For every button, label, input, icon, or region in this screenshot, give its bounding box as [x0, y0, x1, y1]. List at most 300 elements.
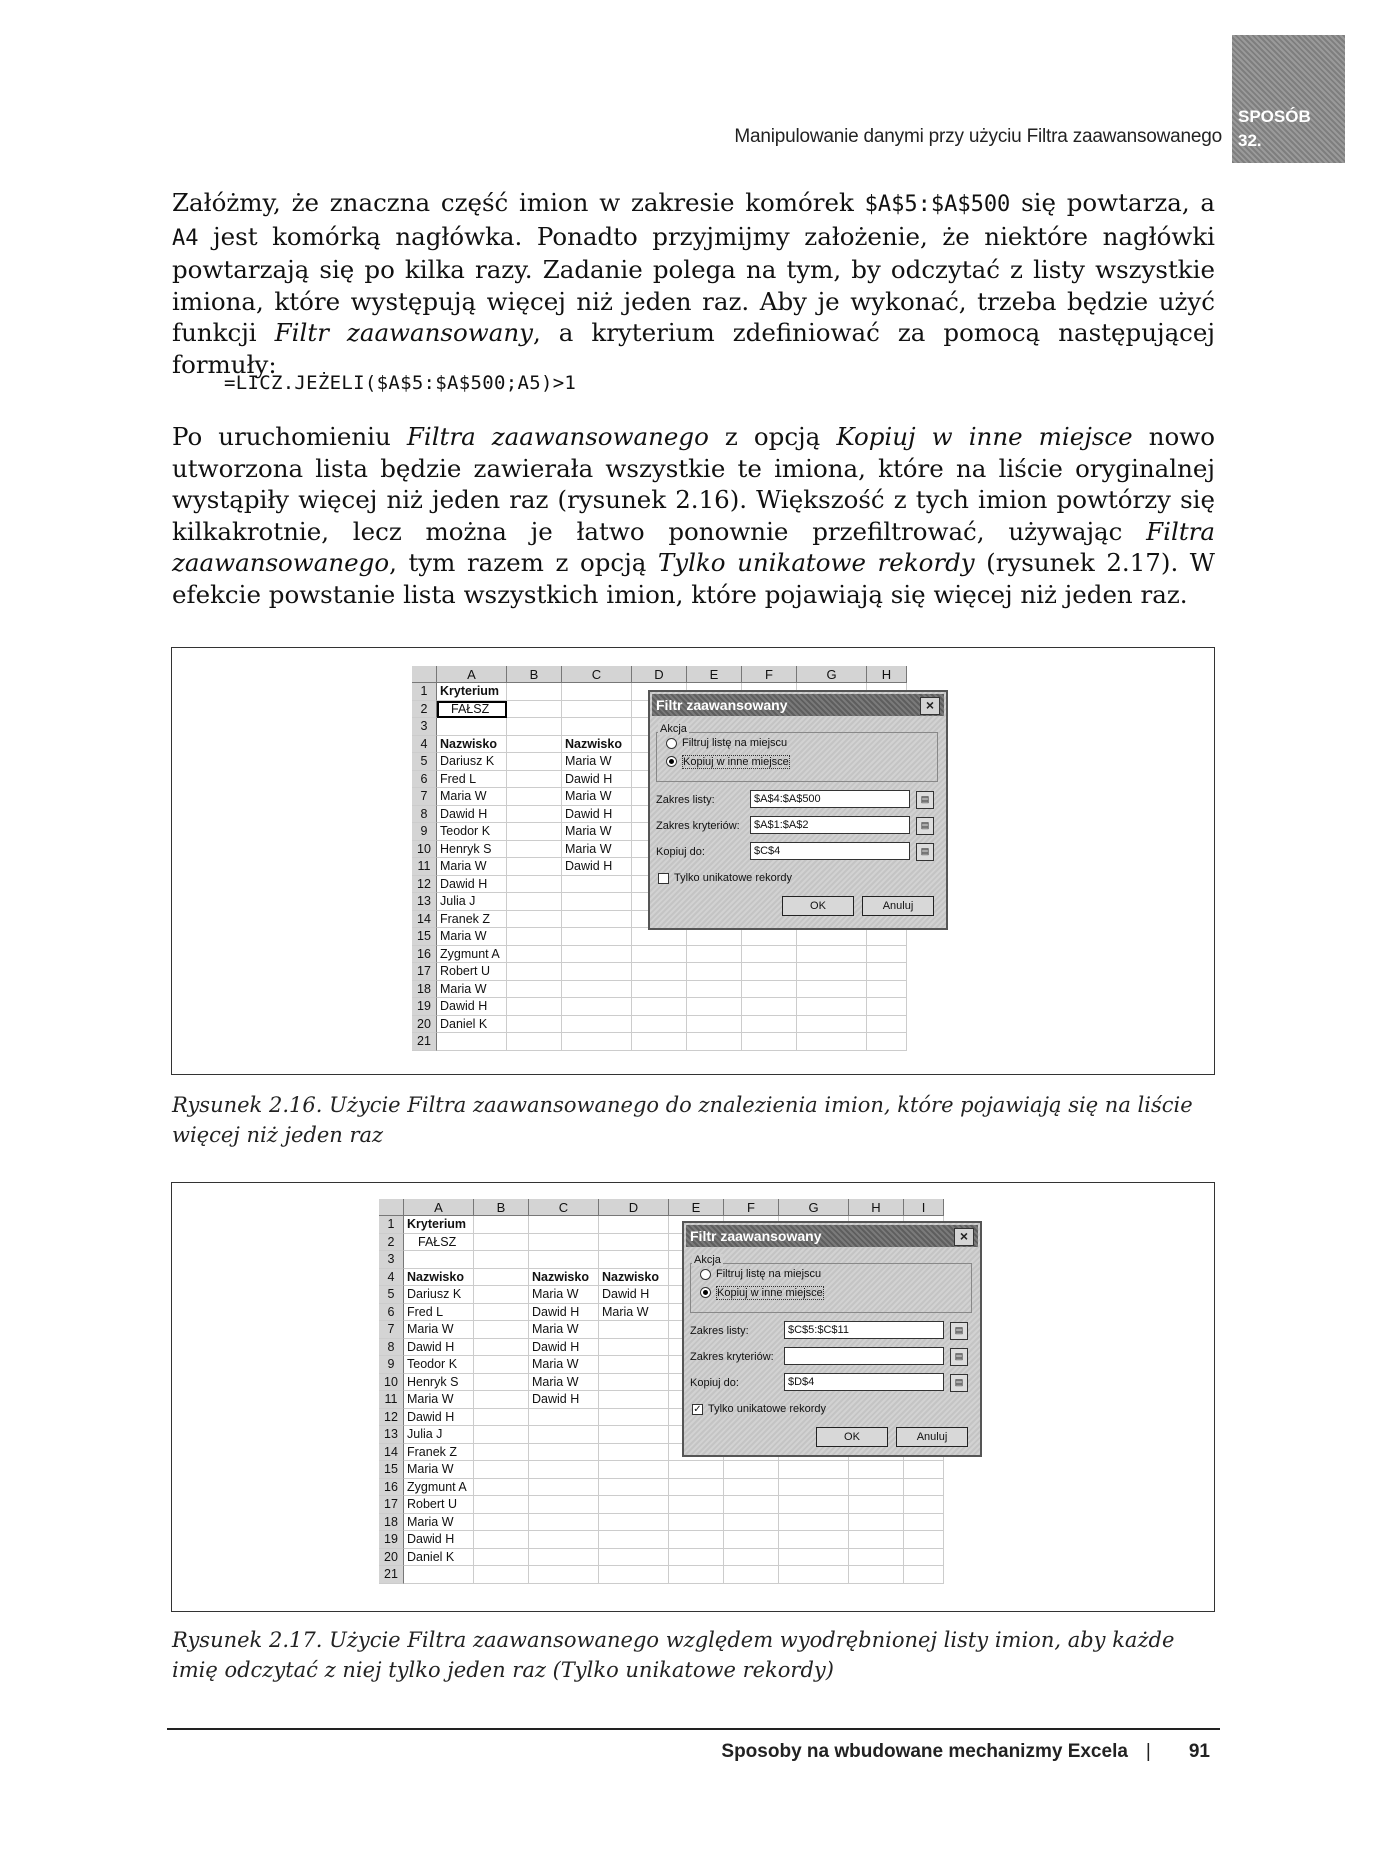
cell[interactable] [507, 876, 562, 894]
row-header[interactable]: 5 [379, 1286, 404, 1304]
column-header[interactable]: A [404, 1199, 474, 1216]
cell[interactable] [599, 1444, 669, 1462]
cell[interactable] [562, 893, 632, 911]
cell[interactable] [724, 1531, 779, 1549]
column-header[interactable]: E [669, 1199, 724, 1216]
row-header[interactable]: 19 [379, 1531, 404, 1549]
cell[interactable]: Dawid H [562, 858, 632, 876]
cell[interactable]: Franek Z [437, 911, 507, 929]
cell[interactable] [507, 841, 562, 859]
cell[interactable] [779, 1479, 849, 1497]
close-button[interactable]: × [920, 697, 940, 715]
cell[interactable] [599, 1251, 669, 1269]
column-header[interactable]: C [562, 666, 632, 683]
cell[interactable] [867, 998, 907, 1016]
cell[interactable]: Robert U [437, 963, 507, 981]
cell[interactable] [507, 1016, 562, 1034]
row-header[interactable]: 8 [379, 1339, 404, 1357]
cell[interactable] [529, 1426, 599, 1444]
cell[interactable] [474, 1514, 529, 1532]
cell[interactable]: Dawid H [404, 1531, 474, 1549]
cell[interactable] [529, 1234, 599, 1252]
cell[interactable] [669, 1496, 724, 1514]
cell[interactable] [507, 788, 562, 806]
row-header[interactable]: 4 [379, 1269, 404, 1287]
column-header[interactable]: G [797, 666, 867, 683]
cell[interactable] [599, 1321, 669, 1339]
row-header[interactable]: 20 [412, 1016, 437, 1034]
row-header[interactable]: 6 [379, 1304, 404, 1322]
row-header[interactable]: 16 [412, 946, 437, 964]
cell[interactable]: Dawid H [437, 998, 507, 1016]
cell[interactable] [599, 1374, 669, 1392]
cell[interactable] [562, 911, 632, 929]
cell[interactable] [797, 981, 867, 999]
cell[interactable] [562, 963, 632, 981]
cell[interactable] [474, 1444, 529, 1462]
column-header[interactable]: H [867, 666, 907, 683]
cell[interactable] [867, 963, 907, 981]
cell[interactable] [687, 998, 742, 1016]
cell[interactable] [849, 1496, 904, 1514]
column-header[interactable]: C [529, 1199, 599, 1216]
row-header[interactable]: 17 [379, 1496, 404, 1514]
cell[interactable] [507, 823, 562, 841]
row-header[interactable]: 11 [379, 1391, 404, 1409]
radio-copy-to[interactable] [666, 756, 677, 767]
cell[interactable] [474, 1356, 529, 1374]
cell[interactable] [529, 1496, 599, 1514]
row-header[interactable]: 9 [379, 1356, 404, 1374]
row-header[interactable]: 6 [412, 771, 437, 789]
cell[interactable] [724, 1566, 779, 1584]
cell[interactable]: Maria W [599, 1304, 669, 1322]
cell[interactable] [797, 1033, 867, 1051]
collapse-dialog-icon[interactable]: ▤ [950, 1322, 968, 1340]
cell[interactable] [529, 1479, 599, 1497]
row-header[interactable]: 10 [412, 841, 437, 859]
cell[interactable]: Daniel K [404, 1549, 474, 1567]
cell[interactable] [867, 1016, 907, 1034]
close-button[interactable]: × [954, 1228, 974, 1246]
cell[interactable]: Maria W [529, 1321, 599, 1339]
cell[interactable]: Fred L [437, 771, 507, 789]
cell[interactable] [687, 946, 742, 964]
collapse-dialog-icon[interactable]: ▤ [950, 1374, 968, 1392]
cell[interactable]: Henryk S [404, 1374, 474, 1392]
column-header[interactable]: G [779, 1199, 849, 1216]
row-header[interactable]: 15 [379, 1461, 404, 1479]
cell[interactable]: Dawid H [437, 806, 507, 824]
cell[interactable]: Maria W [437, 858, 507, 876]
cell[interactable] [632, 981, 687, 999]
cell[interactable]: Robert U [404, 1496, 474, 1514]
cell[interactable] [507, 718, 562, 736]
cell[interactable] [632, 963, 687, 981]
cell[interactable] [687, 963, 742, 981]
cell[interactable] [669, 1566, 724, 1584]
cell[interactable]: Dawid H [404, 1339, 474, 1357]
column-header[interactable]: H [849, 1199, 904, 1216]
cell[interactable]: Maria W [404, 1391, 474, 1409]
cell[interactable] [669, 1514, 724, 1532]
cell[interactable] [599, 1409, 669, 1427]
cell[interactable] [474, 1269, 529, 1287]
row-header[interactable]: 21 [379, 1566, 404, 1584]
cell[interactable] [742, 981, 797, 999]
cell[interactable] [562, 683, 632, 701]
cell[interactable] [507, 911, 562, 929]
unique-records-checkbox[interactable]: ✓ [693, 1404, 702, 1415]
cell[interactable] [904, 1566, 944, 1584]
cell[interactable] [632, 946, 687, 964]
cell[interactable]: Zygmunt A [404, 1479, 474, 1497]
row-header[interactable]: 1 [379, 1216, 404, 1234]
cell[interactable]: Maria W [437, 928, 507, 946]
cell[interactable] [599, 1479, 669, 1497]
row-header[interactable]: 14 [412, 911, 437, 929]
row-header[interactable]: 13 [379, 1426, 404, 1444]
row-header[interactable]: 3 [412, 718, 437, 736]
copy-to-input[interactable]: $C$4 [750, 842, 910, 860]
row-header[interactable]: 3 [379, 1251, 404, 1269]
cell[interactable]: Dariusz K [437, 753, 507, 771]
cell[interactable] [797, 963, 867, 981]
cell[interactable] [562, 718, 632, 736]
cell[interactable] [742, 998, 797, 1016]
cell[interactable] [507, 928, 562, 946]
cell[interactable]: Daniel K [437, 1016, 507, 1034]
cell[interactable] [474, 1391, 529, 1409]
cell[interactable] [437, 718, 507, 736]
cell[interactable] [779, 1496, 849, 1514]
cell[interactable] [599, 1339, 669, 1357]
cell[interactable] [529, 1566, 599, 1584]
row-header[interactable]: 19 [412, 998, 437, 1016]
row-header[interactable]: 8 [412, 806, 437, 824]
cell[interactable] [904, 1496, 944, 1514]
cell[interactable] [562, 946, 632, 964]
cell[interactable]: Franek Z [404, 1444, 474, 1462]
cell[interactable] [562, 1033, 632, 1051]
row-header[interactable]: 9 [412, 823, 437, 841]
cell[interactable]: Julia J [437, 893, 507, 911]
cell[interactable] [474, 1286, 529, 1304]
cell[interactable] [724, 1549, 779, 1567]
row-header[interactable]: 16 [379, 1479, 404, 1497]
cell[interactable] [474, 1426, 529, 1444]
cell[interactable] [904, 1479, 944, 1497]
cell[interactable]: Nazwisko [437, 736, 507, 754]
cell[interactable] [724, 1514, 779, 1532]
cell[interactable]: Maria W [562, 841, 632, 859]
row-header[interactable]: 11 [412, 858, 437, 876]
cell[interactable] [797, 998, 867, 1016]
collapse-dialog-icon[interactable]: ▤ [916, 843, 934, 861]
cell[interactable]: Nazwisko [404, 1269, 474, 1287]
cell[interactable] [562, 928, 632, 946]
cell[interactable]: Dariusz K [404, 1286, 474, 1304]
column-header[interactable]: I [904, 1199, 944, 1216]
cell[interactable] [474, 1374, 529, 1392]
cell[interactable] [562, 981, 632, 999]
cell[interactable] [742, 1016, 797, 1034]
column-header[interactable]: B [507, 666, 562, 683]
cell[interactable]: Kryterium [404, 1216, 474, 1234]
cell[interactable] [867, 981, 907, 999]
list-range-input[interactable]: $C$5:$C$11 [784, 1321, 944, 1339]
cell[interactable] [724, 1496, 779, 1514]
cell[interactable] [687, 1016, 742, 1034]
cell[interactable] [507, 981, 562, 999]
cell[interactable] [797, 946, 867, 964]
cell[interactable] [529, 1444, 599, 1462]
copy-to-input[interactable]: $D$4 [784, 1373, 944, 1391]
cell[interactable]: Dawid H [562, 806, 632, 824]
cell[interactable] [529, 1216, 599, 1234]
cell[interactable] [669, 1549, 724, 1567]
column-header[interactable]: A [437, 666, 507, 683]
cell[interactable] [599, 1531, 669, 1549]
cell[interactable] [669, 1461, 724, 1479]
cell[interactable] [474, 1549, 529, 1567]
cell[interactable] [474, 1216, 529, 1234]
cell[interactable] [724, 1479, 779, 1497]
column-header[interactable]: B [474, 1199, 529, 1216]
collapse-dialog-icon[interactable]: ▤ [916, 817, 934, 835]
cell[interactable] [474, 1461, 529, 1479]
cell[interactable] [687, 1033, 742, 1051]
cancel-button[interactable]: Anuluj [862, 896, 934, 916]
cell[interactable] [669, 1479, 724, 1497]
cell[interactable] [437, 1033, 507, 1051]
row-header[interactable]: 7 [379, 1321, 404, 1339]
row-header[interactable]: 1 [412, 683, 437, 701]
row-header[interactable]: 18 [379, 1514, 404, 1532]
cell[interactable] [724, 1461, 779, 1479]
cell[interactable] [507, 998, 562, 1016]
cell[interactable] [599, 1356, 669, 1374]
list-range-input[interactable]: $A$4:$A$500 [750, 790, 910, 808]
cell[interactable] [632, 1033, 687, 1051]
cell[interactable] [507, 946, 562, 964]
row-header[interactable]: 20 [379, 1549, 404, 1567]
cell[interactable] [867, 1033, 907, 1051]
cell[interactable]: Fred L [404, 1304, 474, 1322]
cell[interactable] [849, 1531, 904, 1549]
cell[interactable]: Maria W [529, 1374, 599, 1392]
cell[interactable] [599, 1461, 669, 1479]
ok-button[interactable]: OK [816, 1427, 888, 1447]
cell[interactable]: Dawid H [404, 1409, 474, 1427]
radio-copy-to[interactable] [700, 1287, 711, 1298]
cell[interactable] [474, 1566, 529, 1584]
cell[interactable] [797, 1016, 867, 1034]
cell[interactable]: FAŁSZ [404, 1234, 474, 1252]
cell[interactable] [599, 1496, 669, 1514]
cell[interactable]: Zygmunt A [437, 946, 507, 964]
cell[interactable] [529, 1409, 599, 1427]
cell[interactable] [599, 1426, 669, 1444]
cell[interactable]: Teodor K [437, 823, 507, 841]
row-header[interactable]: 10 [379, 1374, 404, 1392]
cell[interactable] [507, 683, 562, 701]
row-header[interactable]: 15 [412, 928, 437, 946]
cell[interactable] [849, 1479, 904, 1497]
column-header[interactable]: D [632, 666, 687, 683]
cell[interactable] [599, 1216, 669, 1234]
row-header[interactable]: 13 [412, 893, 437, 911]
cell[interactable] [599, 1566, 669, 1584]
row-header[interactable]: 7 [412, 788, 437, 806]
cell[interactable] [849, 1514, 904, 1532]
cell[interactable] [599, 1234, 669, 1252]
cell[interactable] [904, 1531, 944, 1549]
cell[interactable] [507, 753, 562, 771]
cell[interactable] [562, 998, 632, 1016]
cell[interactable]: Dawid H [562, 771, 632, 789]
collapse-dialog-icon[interactable]: ▤ [950, 1348, 968, 1366]
cell[interactable]: Dawid H [529, 1391, 599, 1409]
cell[interactable] [474, 1251, 529, 1269]
cell[interactable]: Maria W [437, 788, 507, 806]
cancel-button[interactable]: Anuluj [896, 1427, 968, 1447]
cell[interactable] [849, 1549, 904, 1567]
cell[interactable]: Maria W [562, 753, 632, 771]
row-header[interactable]: 21 [412, 1033, 437, 1051]
cell[interactable] [687, 928, 742, 946]
cell[interactable] [599, 1549, 669, 1567]
cell[interactable] [632, 928, 687, 946]
row-header[interactable]: 2 [412, 701, 437, 719]
cell[interactable]: Kryterium [437, 683, 507, 701]
cell[interactable]: Maria W [529, 1286, 599, 1304]
cell[interactable] [529, 1531, 599, 1549]
cell[interactable] [507, 806, 562, 824]
cell[interactable] [779, 1461, 849, 1479]
cell[interactable] [687, 981, 742, 999]
row-header[interactable]: 12 [379, 1409, 404, 1427]
criteria-range-input[interactable] [784, 1347, 944, 1365]
cell[interactable]: Maria W [562, 823, 632, 841]
column-header[interactable]: E [687, 666, 742, 683]
cell[interactable] [507, 701, 562, 719]
row-header[interactable]: 5 [412, 753, 437, 771]
cell[interactable] [742, 946, 797, 964]
cell[interactable]: Maria W [404, 1461, 474, 1479]
cell[interactable] [507, 963, 562, 981]
row-header[interactable]: 17 [412, 963, 437, 981]
row-header[interactable]: 14 [379, 1444, 404, 1462]
cell[interactable] [474, 1479, 529, 1497]
cell[interactable] [779, 1566, 849, 1584]
cell[interactable] [849, 1566, 904, 1584]
cell[interactable] [742, 928, 797, 946]
criteria-range-input[interactable]: $A$1:$A$2 [750, 816, 910, 834]
cell[interactable]: Maria W [404, 1321, 474, 1339]
ok-button[interactable]: OK [782, 896, 854, 916]
cell[interactable]: FAŁSZ [437, 701, 507, 719]
cell[interactable] [599, 1514, 669, 1532]
cell[interactable] [779, 1531, 849, 1549]
row-header[interactable]: 12 [412, 876, 437, 894]
corner-cell[interactable] [412, 666, 437, 683]
cell[interactable] [404, 1251, 474, 1269]
cell[interactable] [529, 1514, 599, 1532]
cell[interactable]: Dawid H [529, 1339, 599, 1357]
cell[interactable] [507, 1033, 562, 1051]
radio-filter-in-place[interactable] [700, 1269, 711, 1280]
row-header[interactable]: 4 [412, 736, 437, 754]
cell[interactable]: Maria W [437, 981, 507, 999]
cell[interactable]: Maria W [404, 1514, 474, 1532]
cell[interactable] [599, 1391, 669, 1409]
cell[interactable] [562, 701, 632, 719]
cell[interactable] [404, 1566, 474, 1584]
cell[interactable]: Nazwisko [562, 736, 632, 754]
cell[interactable] [904, 1514, 944, 1532]
radio-filter-in-place[interactable] [666, 738, 677, 749]
cell[interactable] [529, 1251, 599, 1269]
cell[interactable] [507, 858, 562, 876]
cell[interactable] [507, 771, 562, 789]
cell[interactable] [849, 1461, 904, 1479]
cell[interactable]: Dawid H [599, 1286, 669, 1304]
cell[interactable] [742, 963, 797, 981]
cell[interactable]: Dawid H [437, 876, 507, 894]
cell[interactable]: Dawid H [529, 1304, 599, 1322]
cell[interactable] [507, 893, 562, 911]
cell[interactable] [779, 1514, 849, 1532]
collapse-dialog-icon[interactable]: ▤ [916, 791, 934, 809]
cell[interactable]: Nazwisko [529, 1269, 599, 1287]
cell[interactable] [632, 998, 687, 1016]
cell[interactable] [867, 928, 907, 946]
cell[interactable] [562, 876, 632, 894]
cell[interactable] [867, 946, 907, 964]
cell[interactable] [669, 1531, 724, 1549]
column-header[interactable]: F [724, 1199, 779, 1216]
cell[interactable] [474, 1339, 529, 1357]
cell[interactable] [562, 1016, 632, 1034]
cell[interactable] [904, 1461, 944, 1479]
cell[interactable] [742, 1033, 797, 1051]
row-header[interactable]: 18 [412, 981, 437, 999]
cell[interactable] [529, 1549, 599, 1567]
cell[interactable]: Maria W [529, 1356, 599, 1374]
unique-records-checkbox[interactable] [658, 873, 669, 884]
cell[interactable]: Nazwisko [599, 1269, 669, 1287]
cell[interactable] [529, 1461, 599, 1479]
cell[interactable] [474, 1409, 529, 1427]
cell[interactable] [474, 1304, 529, 1322]
cell[interactable] [904, 1549, 944, 1567]
cell[interactable] [779, 1549, 849, 1567]
cell[interactable] [797, 928, 867, 946]
cell[interactable]: Maria W [562, 788, 632, 806]
corner-cell[interactable] [379, 1199, 404, 1216]
cell[interactable] [507, 736, 562, 754]
cell[interactable]: Julia J [404, 1426, 474, 1444]
cell[interactable] [474, 1531, 529, 1549]
cell[interactable] [474, 1496, 529, 1514]
cell[interactable] [632, 1016, 687, 1034]
row-header[interactable]: 2 [379, 1234, 404, 1252]
column-header[interactable]: D [599, 1199, 669, 1216]
cell[interactable]: Teodor K [404, 1356, 474, 1374]
cell[interactable]: Henryk S [437, 841, 507, 859]
cell[interactable] [474, 1234, 529, 1252]
